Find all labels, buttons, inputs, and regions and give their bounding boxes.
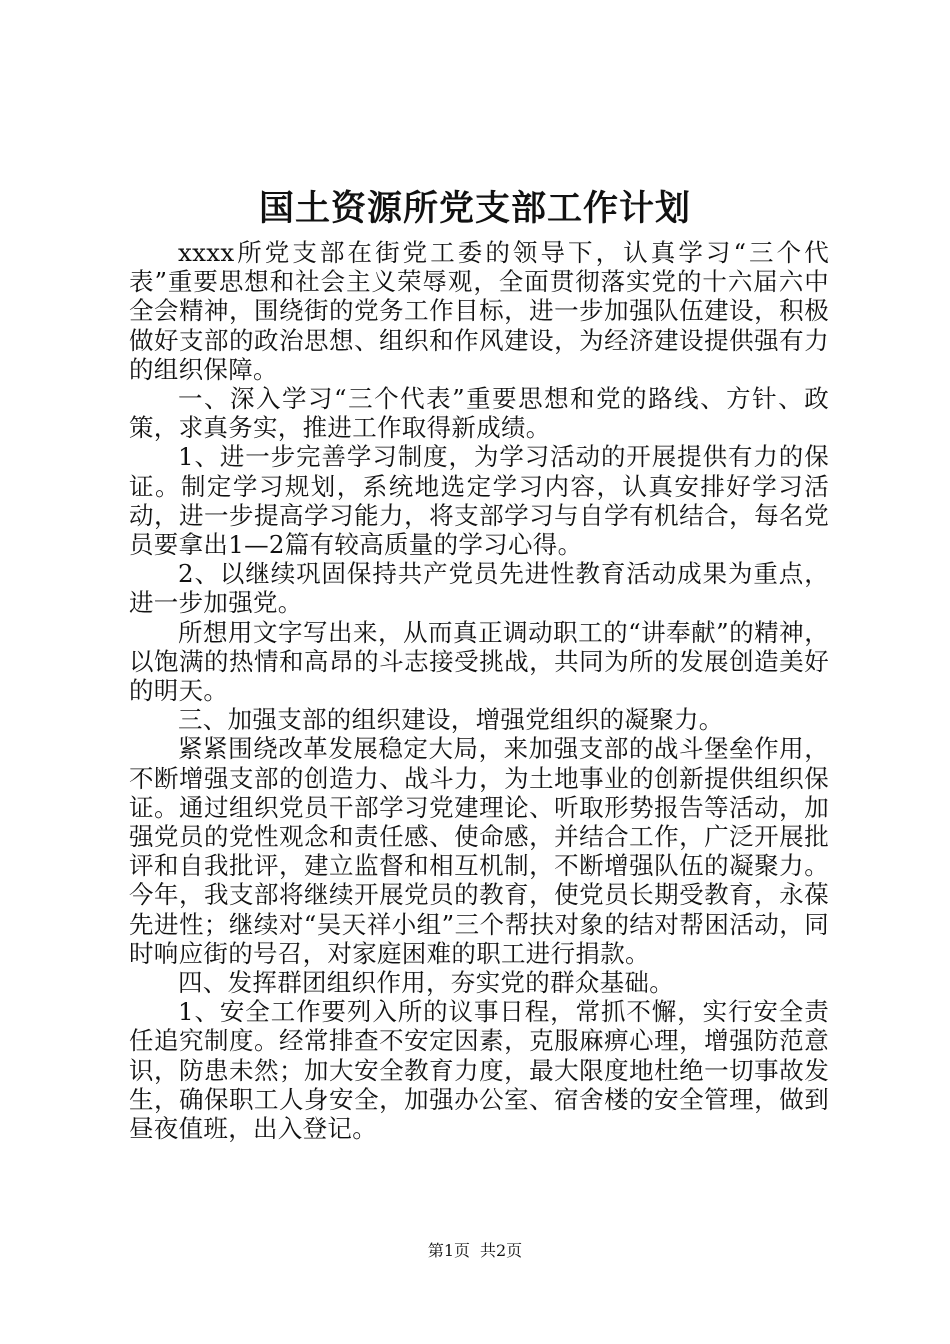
- document-title: 国土资源所党支部工作计划: [258, 188, 691, 229]
- page-number-total: 共2页: [480, 1241, 523, 1260]
- paragraph-section-4-item-1: 1、安全工作要列入所的议事日程，常抓不懈，实行安全责任追究制度。经常排查不安定因素，克服麻痹心理，增强防范意识，防患未然；加大安全教育力度，最大限度地杜绝一切事故发生，确保职工人身安全，加强办公室、宿舍楼的安全管理，做到昼夜值班，出入登记。: [129, 997, 829, 1144]
- paragraph-section-3-heading: 三、加强支部的组织建设，增强党组织的凝聚力。: [178, 705, 724, 735]
- paragraph-section-3-body: 紧紧围绕改革发展稳定大局，来加强支部的战斗堡垒作用，不断增强支部的创造力、战斗力，为土地事业的创新提供组织保证。通过组织党员干部学习党建理论、听取形势报告等活动，加强党员的党性观念和责任感、使命感，并结合工作，广泛开展批评和自我批评，建立监督和相互机制，不断增强队伍的凝聚力。今年，我支部将继续开展党员的教育，使党员长期受教育，永葆先进性；继续对“吴天祥小组”三个帮扶对象的结对帮困活动，同时响应街的号召，对家庭困难的职工进行捐款。: [129, 734, 829, 968]
- paragraph-intro: xxxx所党支部在街党工委的领导下，认真学习“三个代表”重要思想和社会主义荣辱观，全面贯彻落实党的十六届六中全会精神，围绕街的党务工作目标，进一步加强队伍建设，积极做好支部的政治思想、组织和作风建设，为经济建设提供强有力的组织保障。: [129, 238, 830, 384]
- paragraph-section-1-heading: 一、深入学习“三个代表”重要思想和党的路线、方针、政策，求真务实，推进工作取得新成绩。: [129, 384, 829, 443]
- page-number-current: 第1页: [427, 1241, 470, 1260]
- paragraph-continuation: 所想用文字写出来，从而真正调动职工的“讲奉献”的精神，以饱满的热情和高昂的斗志接受挑战，共同为所的发展创造美好的明天。: [129, 617, 829, 706]
- page-footer: [0, 1240, 950, 1262]
- paragraph-section-4-heading: 四、发挥群团组织作用，夯实党的群众基础。: [178, 968, 674, 998]
- paragraph-item-2: 2、以继续巩固保持共产党员先进性教育活动成果为重点，进一步加强党。: [129, 559, 829, 618]
- document-body: [129, 238, 829, 1143]
- paragraph-item-1: 1、进一步完善学习制度，为学习活动的开展提供有力的保证。制定学习规划，系统地选定学习内容，认真安排好学习活动，进一步提高学习能力，将支部学习与自学有机结合，每名党员要拿出1—2篇有较高质量的学习心得。: [129, 442, 829, 560]
